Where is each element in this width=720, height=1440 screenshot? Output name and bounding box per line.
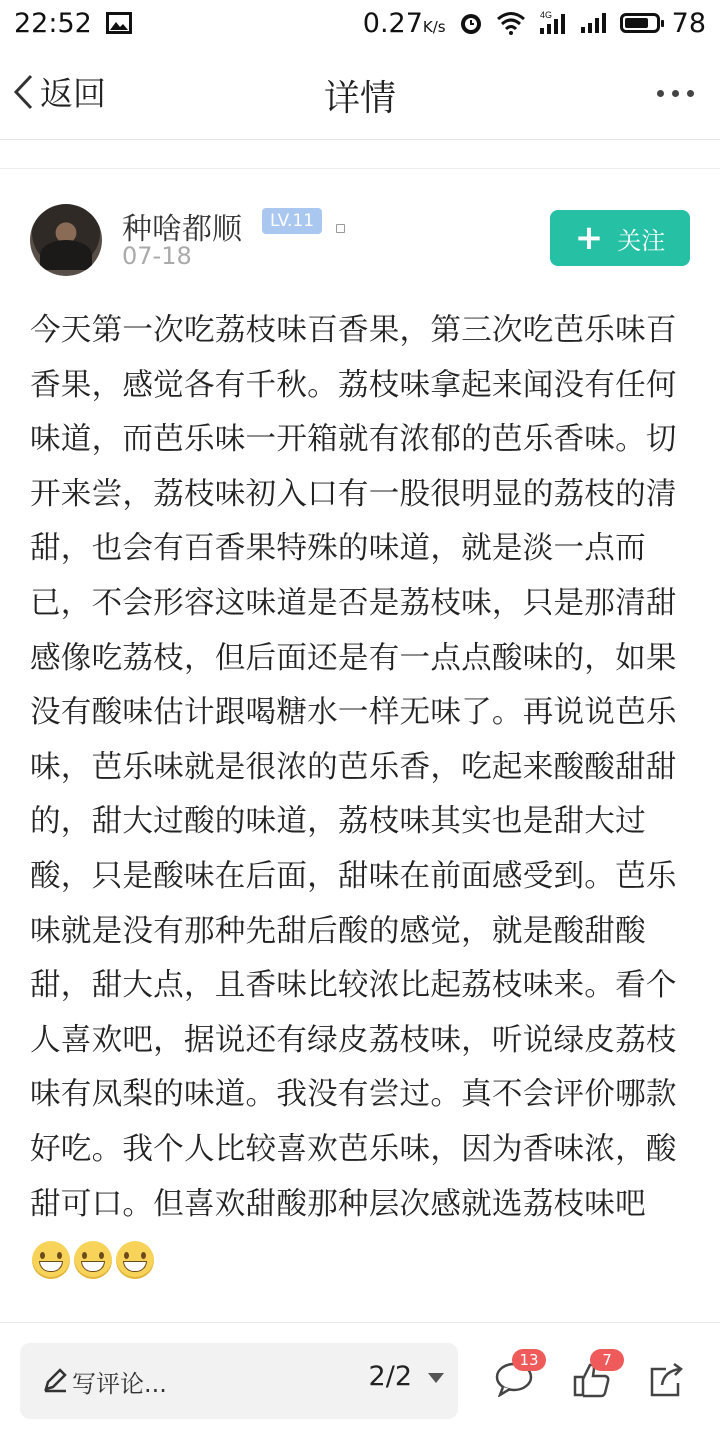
back-label: 返回 [40, 74, 106, 113]
emoji-row [32, 1241, 154, 1279]
alarm-icon [458, 10, 484, 36]
grin-emoji [74, 1241, 112, 1279]
status-time: 22:52 [14, 7, 92, 39]
author-row [30, 204, 690, 280]
network-speed: 0.27 [362, 7, 423, 39]
plus-icon: + [574, 218, 604, 258]
battery-fill [625, 18, 648, 28]
comment-count-badge: 13 [512, 1349, 546, 1371]
battery-percent: 78 [671, 7, 706, 39]
caret-down-icon[interactable] [428, 1373, 444, 1383]
follow-button[interactable] [550, 210, 690, 266]
share-button[interactable] [640, 1349, 692, 1409]
avatar[interactable] [30, 204, 102, 276]
post-text: 今天第一次吃荔枝味百香果，第三次吃芭乐味百香果，感觉各有千秋。荔枝味拿起来闻没有任何味道，而芭乐味一开箱就有浓郁的芭乐香味。切开来尝，荔枝味初入口有一股很明显的荔枝的清甜，也会有百香果特殊的味道，就是淡一点而已，不会形容这味道是否是荔枝味，只是那清甜感像吃荔枝，但后面还是有一点点酸味的，如果没有酸味估计跟喝糖水一样无味了。再说说芭乐味，芭乐味就是很浓的芭乐香，吃起来酸酸甜甜的，甜大过酸的味道，荔枝味其实也是甜大过酸，只是酸味在后面，甜味在前面感受到。芭乐味就是没有那种先甜后酸的感觉，就是酸甜酸甜，甜大点，且香味比较浓比起荔枝味来。看个人喜欢吧，据说还有绿皮荔枝味，听说绿皮荔枝味有凤梨的味道。我没有尝过。真不会评价哪款好吃。我个人比较喜欢芭乐味，因为香味浓，酸甜可口。但喜欢甜酸那种层次感就选荔枝味吧 [30, 313, 677, 1222]
like-button[interactable] [566, 1349, 618, 1409]
page-indicator[interactable]: 2/2 [368, 1361, 412, 1392]
post-content [30, 304, 694, 1287]
wifi-icon [496, 11, 526, 35]
signal-icon [580, 11, 608, 35]
page-title: 详情 [323, 78, 396, 119]
divider [0, 140, 720, 169]
battery-icon [620, 13, 660, 33]
comment-button[interactable] [488, 1349, 540, 1409]
author-name[interactable]: 种啥都顺 [122, 212, 242, 247]
follow-label: 关注 [617, 226, 666, 255]
pencil-icon [42, 1367, 68, 1393]
status-bar [0, 0, 720, 46]
share-icon [646, 1361, 686, 1399]
signal-4g-icon [538, 10, 568, 36]
like-count-badge: 7 [590, 1349, 624, 1371]
comment-placeholder: 写评论... [72, 1370, 167, 1398]
gallery-icon [106, 12, 132, 34]
more-options-icon[interactable] [657, 90, 694, 97]
network-type: 4G [539, 10, 552, 20]
level-badge: LV.11 [262, 208, 322, 234]
comment-input[interactable] [20, 1343, 458, 1419]
bottom-bar [0, 1322, 720, 1440]
grin-emoji [32, 1241, 70, 1279]
speed-unit: K/s [422, 17, 446, 36]
medal-icon [336, 224, 345, 233]
nav-bar [0, 46, 720, 140]
grin-emoji [116, 1241, 154, 1279]
post-date: 07-18 [122, 242, 192, 270]
